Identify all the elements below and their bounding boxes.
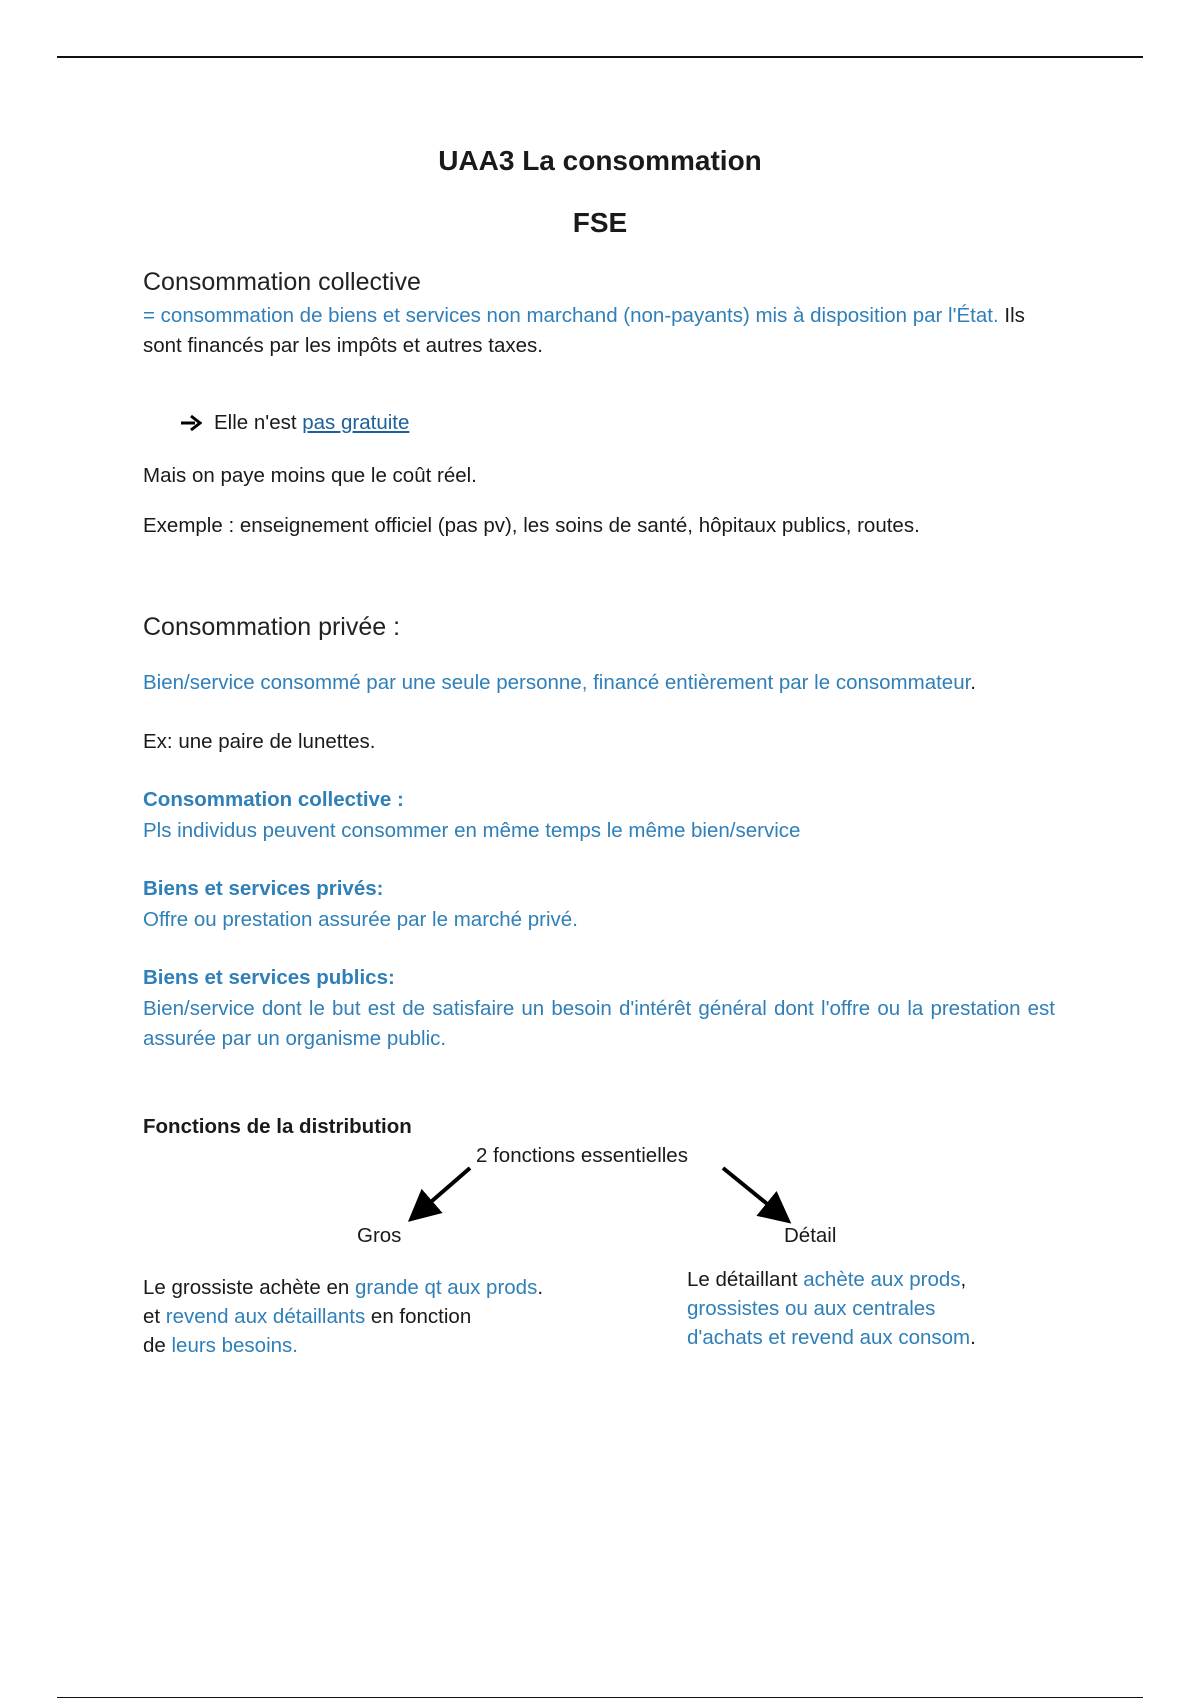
wholesale-text-4: et xyxy=(143,1305,166,1328)
section-heading-private: Consommation privée : xyxy=(143,613,401,641)
def-term-3: Biens et services publics: xyxy=(143,966,395,989)
page-subtitle: FSE xyxy=(572,207,628,238)
arrow-line xyxy=(180,411,409,438)
collective-note: Mais on paye moins que le coût réel. xyxy=(143,464,477,487)
retail-text-2: achète aux prods xyxy=(803,1268,961,1291)
retail-description xyxy=(687,1265,1087,1352)
wholesale-description xyxy=(143,1273,623,1360)
private-definition-end: . xyxy=(970,671,976,694)
arrow-right-icon xyxy=(180,414,202,438)
private-definition-text: Bien/service consommé par une seule personne, financé entièrement par le consommateur xyxy=(143,671,971,694)
wholesale-text-7: de xyxy=(143,1334,172,1357)
wholesale-text-3: . xyxy=(537,1276,544,1299)
private-example: Ex: une paire de lunettes. xyxy=(143,730,376,753)
def-text-3: Bien/service dont le but est de satisfaire un besoin d'intérêt général dont l'offre ou la prestation est assurée par un organisme public. xyxy=(143,997,1055,1050)
distribution-center-label: 2 fonctions essentielles xyxy=(476,1144,688,1167)
distribution-right-label: Détail xyxy=(784,1224,837,1247)
collective-definition-blue: = consommation de biens et services non marchand (non-payants) mis à disposition par l'État. xyxy=(143,304,999,327)
def-term-1: Consommation collective : xyxy=(143,788,404,811)
top-rule xyxy=(57,56,1143,58)
def-text-2: Offre ou prestation assurée par le marché privé. xyxy=(143,908,578,931)
collective-example: Exemple : enseignement officiel (pas pv), les soins de santé, hôpitaux publics, routes. xyxy=(143,514,920,537)
section-heading-collective: Consommation collective xyxy=(143,268,421,296)
collective-definition xyxy=(143,301,1055,361)
page-title: UAA3 La consommation xyxy=(438,145,762,176)
bottom-rule xyxy=(57,1697,1143,1698)
def-text-1: Pls individus peuvent consommer en même temps le même bien/service xyxy=(143,819,801,842)
arrow-to-detail xyxy=(723,1168,782,1216)
distribution-heading: Fonctions de la distribution xyxy=(143,1115,412,1138)
wholesale-text-2: grande qt aux prods xyxy=(354,1276,538,1299)
wholesale-text-8: leurs besoins. xyxy=(171,1334,298,1357)
retail-text-5: d'achats et revend aux consom xyxy=(687,1326,971,1349)
wholesale-text-6: en fonction xyxy=(365,1305,472,1328)
arrow-text: Elle n'est xyxy=(214,411,303,434)
retail-text-1: Le détaillant xyxy=(687,1268,804,1291)
wholesale-text-5: revend aux détaillants xyxy=(165,1305,366,1328)
collective-definition-black: Ils sont financés par les impôts et autres taxes. xyxy=(143,304,1025,357)
wholesale-text-1: Le grossiste achète en xyxy=(143,1276,355,1299)
pas-gratuite-link[interactable]: pas gratuite xyxy=(302,411,410,434)
private-definition xyxy=(143,668,1055,698)
retail-text-4: grossistes ou aux centrales xyxy=(687,1297,936,1320)
retail-text-3: , xyxy=(960,1268,967,1291)
distribution-left-label: Gros xyxy=(357,1224,402,1247)
retail-text-6: . xyxy=(970,1326,976,1349)
def-term-2: Biens et services privés: xyxy=(143,877,384,900)
arrow-to-gros xyxy=(417,1168,470,1214)
